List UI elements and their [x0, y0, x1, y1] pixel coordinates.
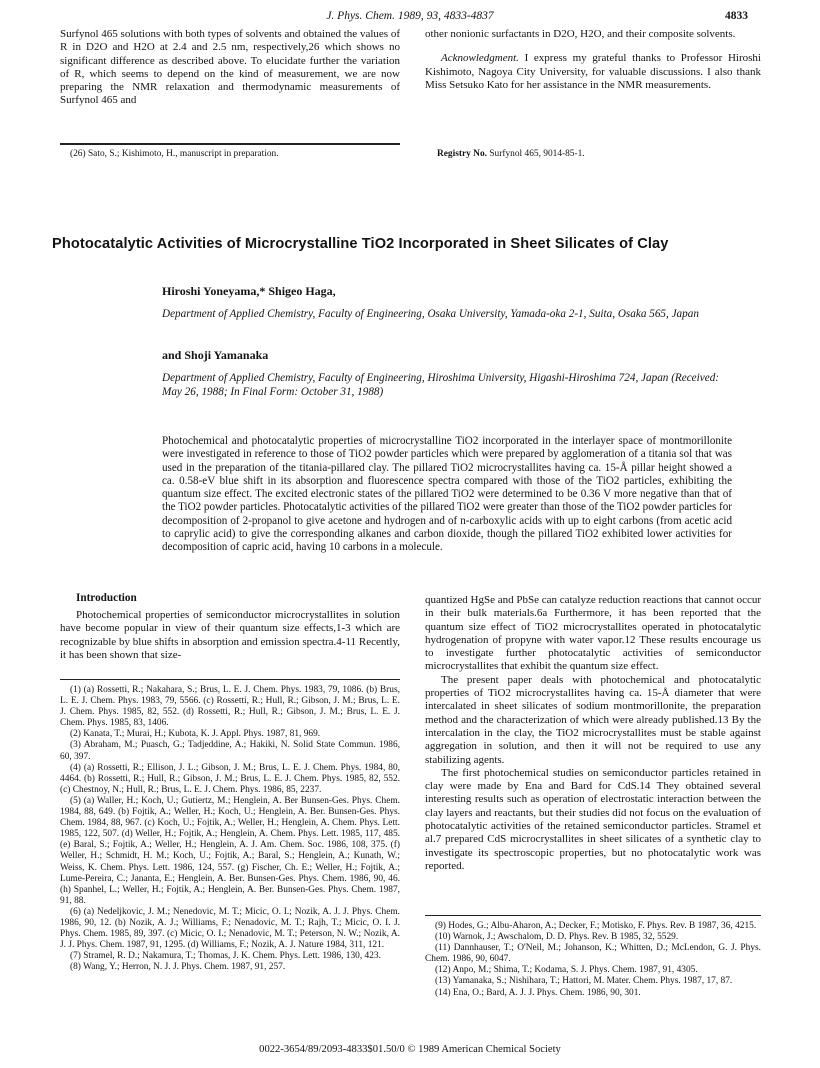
affiliation-1: Department of Applied Chemistry, Faculty of Engineering, Osaka University, Yamada-oka 2-1, Suita, Osaka 565, Japan: [162, 308, 699, 320]
reference-14: (14) Ena, O.; Bard, A. J. J. Phys. Chem. 1986, 90, 301.: [435, 987, 641, 998]
affiliation-2: Department of Applied Chemistry, Faculty of Engineering, Hiroshima University, Higashi-Hiroshima 724, Japan (Received: May 26, 1988; In Final Form: October 31, 1988): [162, 372, 720, 398]
authors-line-1: Hiroshi Yoneyama,* Shigeo Haga,: [162, 284, 336, 298]
introduction-paragraph-4: The first photochemical studies on semiconductor particles retained in clay were made by Ena and Bard for CdS.14 They obtained several interesting results such as operation of electrostatic interaction between the clay layers and reactants, but their studies did not focus on the evaluation of photocatalytic activities of the retained semiconductor particles. Stramel et al.7 prepared CdS microcrystallites in sheet silicates of a synthetic clay to investigate its spectroscopic properties, but no photocatalytic work was reported.: [425, 766, 761, 872]
reference-7: (7) Stramel, R. D.; Nakamura, T.; Thomas, J. K. Chem. Phys. Lett. 1986, 130, 423.: [70, 951, 381, 962]
registry-text: Surfynol 465, 9014-85-1.: [487, 149, 585, 159]
authors-line-2: and Shoji Yamanaka: [162, 348, 269, 362]
references-divider-right: [425, 915, 761, 916]
introduction-left-column: [60, 609, 400, 662]
reference-12: (12) Anpo, M.; Shima, T.; Kodama, S. J. Phys. Chem. 1987, 91, 4305.: [435, 965, 698, 976]
acknowledgment-label: Acknowledgment.: [441, 52, 519, 65]
running-header: J. Phys. Chem. 1989, 93, 4833-4837: [326, 10, 494, 22]
references-right: [425, 921, 761, 999]
footnote-26: (26) Sato, S.; Kishimoto, H., manuscript in preparation.: [70, 149, 279, 159]
prev-article-left-column: [60, 28, 400, 108]
prev-article-paragraph: Surfynol 465 solutions with both types of solvents and obtained the values of R in D2O and H2O at 2.4 and 2.5 nm, respectively,26 which shows no significant difference as described above. To elucidate further the variation of R, which seems to depend on the kind of measurement, we are now preparing the NMR relaxation and thermodynamic measurements of Surfynol 465 and: [60, 28, 400, 107]
prev-article-footnotes: [60, 149, 400, 160]
introduction-paragraph-1: Photochemical properties of semiconductor microcrystallites in solution have become popular in view of their quantum size effects,1-3 which are recognizable by blue shifts in absorption and emission spectra.4-11 Recently, it has been shown that size-: [60, 609, 400, 661]
prev-article-right-column: [425, 28, 761, 92]
reference-2: (2) Kanata, T.; Murai, H.; Kubota, K. J. Appl. Phys. 1987, 81, 969.: [70, 729, 321, 740]
abstract: Photochemical and photocatalytic properties of microcrystalline TiO2 incorporated in the interlayer space of montmorillonite were investigated in reference to those of TiO2 powder particles which were prepared by agglomeration of a titania sol that was used in the preparation of the titania-pillared clay. The pillared TiO2 microcrystallites having ca. 15-Å pillar height showed a ca. 0.58-eV blue shift in its absorption and fluorescence spectra compared with those of the TiO2 particles, exhibiting the quantum size effect. The excited electronic states of the pillared TiO2 were determined to be 0.36 V more negative than that of the TiO2 powder particles. Photocatalytic activities of the pillared TiO2 were greater than those of the TiO2 powder particles for decomposition of 2-propanol to give acetone and hydrogen and of n-carboxylic acids with up to eight carbons (from acetic acid to caprylic acid) to give the corresponding alkanes and carbon dioxide, though the pillared TiO2 exhibited lower activities for decomposition of capric acid, having 10 carbons in a molecule.: [162, 435, 732, 554]
references-left: [60, 685, 400, 973]
footnote-divider: [60, 143, 400, 145]
introduction-right-column: [425, 594, 761, 873]
reference-13: (13) Yamanaka, S.; Nishihara, T.; Hattori, M. Mater. Chem. Phys. 1987, 17, 87.: [435, 976, 733, 987]
registry-numbers: [437, 149, 761, 160]
registry-label: Registry No.: [437, 149, 487, 159]
reference-4: (4) (a) Rossetti, R.; Ellison, J. L.; Gibson, J. M.; Brus, L. E. J. Chem. Phys. 1984, 80, 4464. (b) Rossetti, R.; Hull, R.; Gibson, J. M.; Brus, L. E. J. Chem. Phys. 1985, 82, 552. (c) Chestnoy, N.; Hull, R.; Brus, L. E. J. Chem. Phys. 1986, 85, 2237.: [60, 762, 400, 795]
reference-3: (3) Abraham, M.; Puasch, G.; Tadjeddine, A.; Hakiki, N. Solid State Commun. 1986, 60, 397.: [60, 740, 400, 762]
reference-9: (9) Hodes, G.; Albu-Aharon, A.; Decker, F.; Motisko, F. Phys. Rev. B 1987, 36, 4215.: [435, 921, 757, 931]
acknowledgment-text: I express my grateful thanks to Professor Hiroshi Kishimoto, Nagoya City University, for valuable discussions. I also thank Miss Setsuko Kato for her assistance in the NMR measurements.: [425, 52, 761, 91]
references-divider-left: [60, 679, 400, 680]
reference-8: (8) Wang, Y.; Herron, N. J. J. Phys. Chem. 1987, 91, 257.: [70, 962, 286, 973]
article-title: Photocatalytic Activities of Microcrystalline TiO2 Incorporated in Sheet Silicates of Clay: [52, 236, 669, 252]
introduction-paragraph-3: The present paper deals with photochemical and photocatalytic properties of TiO2 microcrystallites having ca. 15-Å diameter that were intercalated in sheet silicates of sodium montmorillonite, the preparation method and the characterization of which were already published.13 By the intercalation in the clay, the TiO2 microcrystallites must be stable against aggregation in solution, and then it will not be required to use any stabilizing agents.: [425, 673, 761, 766]
page-footer: 0022-3654/89/2093-4833$01.50/0 © 1989 American Chemical Society: [259, 1044, 561, 1055]
reference-6: (6) (a) Nedeljkovic, J. M.; Nenedovic, M. T.; Micic, O. I.; Nozik, A. J. J. Phys. Chem. 1986, 90, 12. (b) Nozik, A. J.; Williams, F.; Nenadovic, M. T.; Rajh, T.; Micic, O. I. J. Phys. Chem. 1985, 89, 397. (c) Micic, O. I.; Nenadovic, M. T.; Peterson, N. W.; Nozik, A. J. J. Phys. Chem. 1987, 91, 1295. (d) Williams, F.; Nozik, A. J. Nature 1984, 311, 121.: [60, 906, 400, 951]
reference-5: (5) (a) Waller, H.; Koch, U.; Gutiertz, M.; Henglein, A. Ber Bunsen-Ges. Phys. Chem. 1984, 88, 649. (b) Fojtik, A.; Weller, H.; Koch, U.; Henglein, A. Ber. Bunsen-Ges. Phys. Chem. 1984, 88, 967. (c) Koch, U.; Fojtik, A.; Weller, H.; Henglein, A. Chem. Phys. Lett. 1985, 122, 507. (d) Weller, H.; Fojtik, A.; Henglein, A. Chem. Phys. Lett. 1985, 117, 485. (e) Baral, S.; Fojtik, A.; Weller, H.; Henglein, A. J. Am. Chem. Soc. 1986, 108, 375. (f) Weller, H.; Schmidt, H. M.; Koch, U.; Fojtik, A.; Baral, S.; Henglein, A.; Kunath, W.; Weiss, K. Chem. Phys. Lett. 1986, 124, 557. (g) Fischer, Ch. E.; Weller, H.; Fojtik, A.; Lume-Pereira, C.; Jananta, E.; Henglein, A. Ber. Bunsen-Ges. Phys. Chem. 1986, 90, 46. (h) Spanhel, L.; Weller, H.; Fojtik, A.; Henglein, A. Ber. Bunsen-Ges. Phys. Chem. 1987, 91, 88.: [60, 795, 400, 906]
introduction-heading: Introduction: [76, 592, 137, 604]
introduction-paragraph-2: quantized HgSe and PbSe can catalyze reduction reactions that cannot occur in their bulk materials.6a Furthermore, it has been reported that the quantum size effect of TiO2 microcrystallites operated in photocatalytic hydrogenation of propyne with water vapor.12 These results encourage us to investigate further photocatalytic activities of semiconductor microcrystallites that exhibit the quantum size effect.: [425, 594, 761, 673]
reference-1: (1) (a) Rossetti, R.; Nakahara, S.; Brus, L. E. J. Chem. Phys. 1983, 79, 1086. (b) Brus, L. E. J. Chem. Phys. 1983, 79, 5566. (c) Rossetti, R.; Hull, R.; Gibson, J. M.; Brus, L. E. J. Chem. Phys. 1985, 82, 552. (d) Rossetti, R.; Hull, R.; Gibson, J. M.; Brus, L. E. J. Chem. Phys. 1985, 83, 1406.: [60, 685, 400, 729]
prev-article-paragraph-right: other nonionic surfactants in D2O, H2O, and their composite solvents.: [425, 28, 736, 40]
page-number: 4833: [725, 10, 748, 22]
reference-10: (10) Warnok, J.; Awschalom, D. D. Phys. Rev. B 1985, 32, 5529.: [435, 932, 679, 943]
reference-11: (11) Dannhauser, T.; O'Neil, M.; Johanson, K.; Whitten, D.; McLendon, G. J. Phys. Chem. 1986, 90, 6047.: [425, 943, 761, 965]
acknowledgment: [425, 52, 761, 92]
